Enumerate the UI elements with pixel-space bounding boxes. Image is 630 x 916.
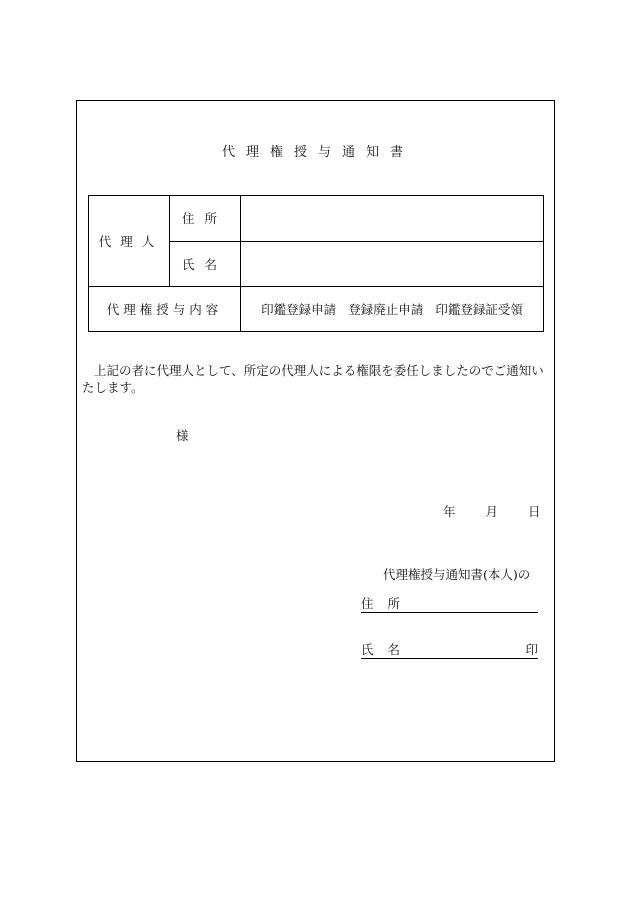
- agent-table: [88, 195, 544, 332]
- agent-address-label: 住所: [170, 196, 241, 242]
- principal-name-label: 氏名: [361, 642, 415, 657]
- scope-label: 代理権授与内容: [89, 287, 241, 332]
- addressee-suffix: 様: [176, 428, 189, 443]
- seal-mark: 印: [525, 642, 538, 657]
- date-month: 月: [485, 504, 498, 519]
- scope-item: 印鑑登録証受領: [435, 302, 523, 317]
- date-day: 日: [527, 504, 541, 519]
- principal-name-line[interactable]: [361, 640, 538, 659]
- principal-address-label: 住所: [361, 596, 415, 611]
- agent-name-label: 氏名: [170, 241, 241, 287]
- scope-item: 登録廃止申請: [348, 302, 424, 317]
- principal-address-line[interactable]: [361, 594, 538, 613]
- notice-text: 上記の者に代理人として、所定の代理人による権限を委任しましたのでご通知いたします。: [82, 363, 544, 395]
- principal-label: 代理権授与通知書(本人)の: [383, 567, 531, 582]
- scope-item: 印鑑登録申請: [261, 302, 337, 317]
- date-line: [443, 502, 540, 520]
- document-title: 代理権授与通知書: [221, 145, 414, 160]
- agent-label: 代理人: [89, 196, 170, 287]
- date-year: 年: [443, 504, 456, 519]
- scope-cell: [241, 287, 544, 332]
- agent-name-field[interactable]: [241, 241, 544, 287]
- agent-address-field[interactable]: [241, 196, 544, 242]
